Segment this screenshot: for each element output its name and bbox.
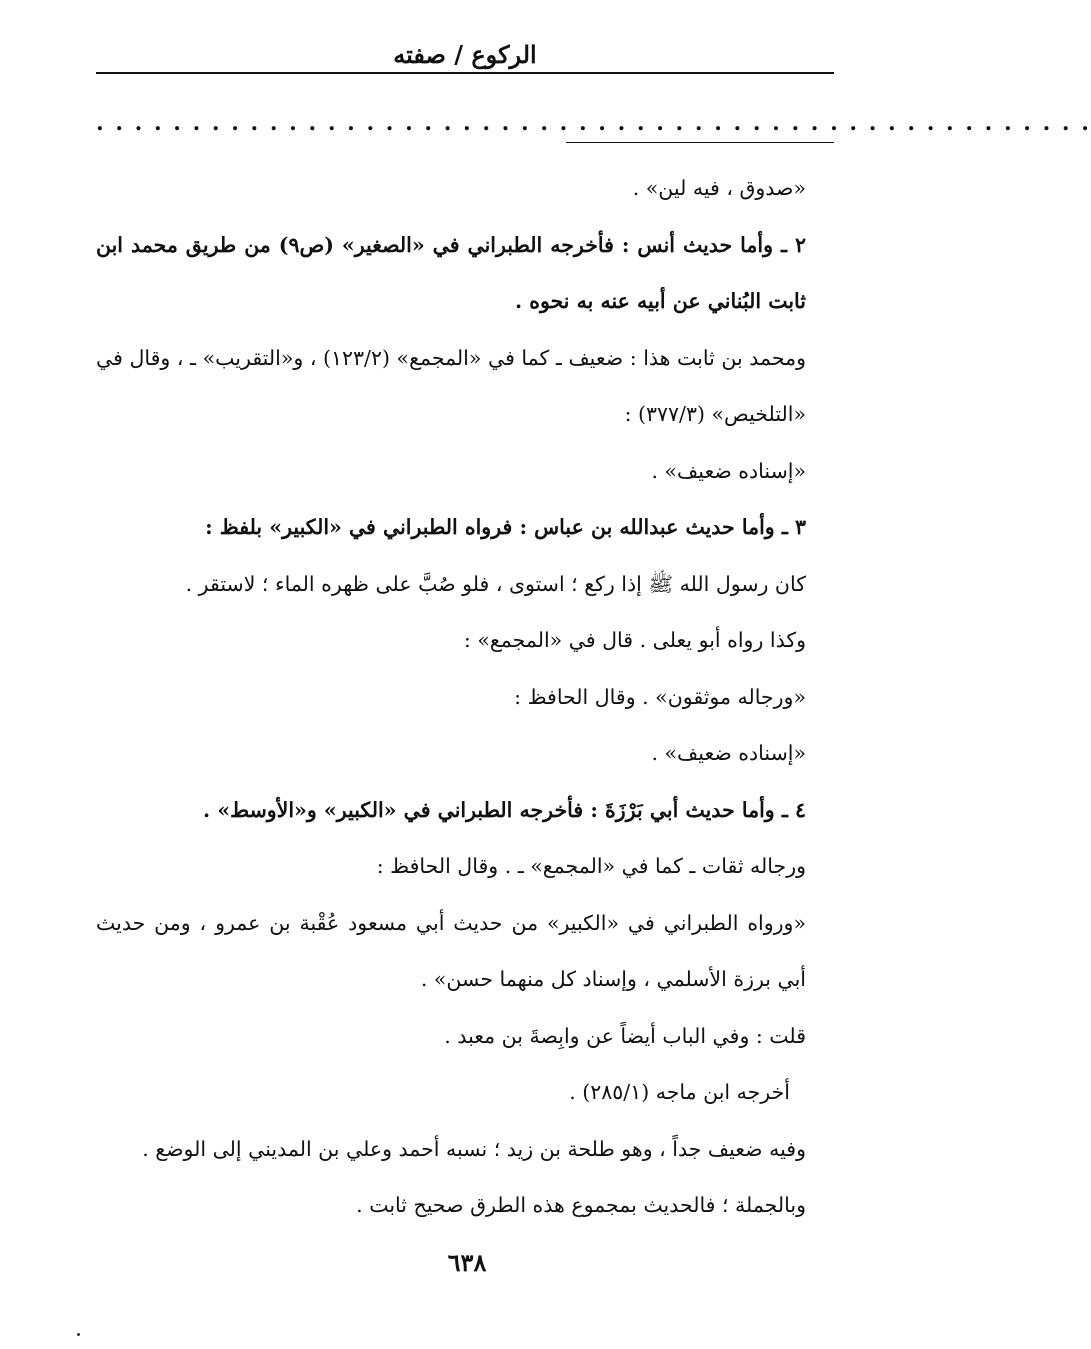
paragraph-12: «ورواه الطبراني في «الكبير» من حديث أبي مسعود عُقْبة بن عمرو ، ومن حديث أبي برزة الأسلمي ، وإسناد كل منهما حسن» . (96, 910, 806, 991)
paragraph-7: وكذا رواه أبو يعلى . قال في «المجمع» : (463, 628, 806, 652)
paragraph-8: «ورجاله موثقون» . وقال الحافظ : (514, 684, 806, 709)
paragraph-11: ورجاله ثقات ـ كما في «المجمع» ـ . وقال الحافظ : (376, 854, 806, 878)
page-number: ٦٣٨ (447, 1248, 487, 1277)
paragraph-15: وفيه ضعيف جداً ، وهو طلحة بن زيد ؛ نسبه أحمد وعلي بن المديني إلى الوضع . (142, 1136, 806, 1161)
scan-speck (77, 1333, 80, 1336)
paragraph-16: وبالجملة ؛ فالحديث بمجموع هذه الطرق صحيح ثابت . (356, 1193, 806, 1217)
paragraph-10: ٤ ـ وأما حديث أبي بَرْزَةَ : فأخرجه الطبراني في «الكبير» و«الأوسط» . (203, 797, 806, 822)
separator-dots: . . . . . . . . . . . . . . . . . . . . . . . . . . . . . . . . . . . . . . . . . . . . . . . . . . . . (96, 110, 1091, 136)
paragraph-1: «صدوق ، فيه لين» . (632, 176, 806, 200)
paragraph-3: ومحمد بن ثابت هذا : ضعيف ـ كما في «المجمع» (١٢٣/٢) ، و«التقريب» ـ ، وقال في «التلخيص» (٣٧٧/٣) : (96, 345, 806, 426)
paragraph-4: «إسناده ضعيف» . (651, 458, 806, 483)
paragraph-14: أخرجه ابن ماجه (٢٨٥/١) . (569, 1080, 790, 1104)
running-header-title: الركوع / صفته (393, 40, 537, 69)
paragraph-9: «إسناده ضعيف» . (651, 741, 806, 765)
paragraph-2: ٢ ـ وأما حديث أنس : فأخرجه الطبراني في «الصغير» (ص٩) من طريق محمد ابن ثابت البُناني عن أبيه عنه به نحوه . (96, 232, 806, 313)
paragraph-5: ٣ ـ وأما حديث عبدالله بن عباس : فرواه الطبراني في «الكبير» بلفظ : (205, 515, 806, 539)
footnote-rule (566, 142, 834, 143)
paragraph-13: قلت : وفي الباب أيضاً عن وابِصةَ بن معبد . (444, 1023, 806, 1048)
paragraph-6: كان رسول الله ﷺ إذا ركع ؛ استوى ، فلو صُبَّ على ظهره الماء ؛ لاستقر . (185, 571, 806, 596)
page-body (96, 160, 834, 1234)
header-rule (96, 72, 834, 74)
